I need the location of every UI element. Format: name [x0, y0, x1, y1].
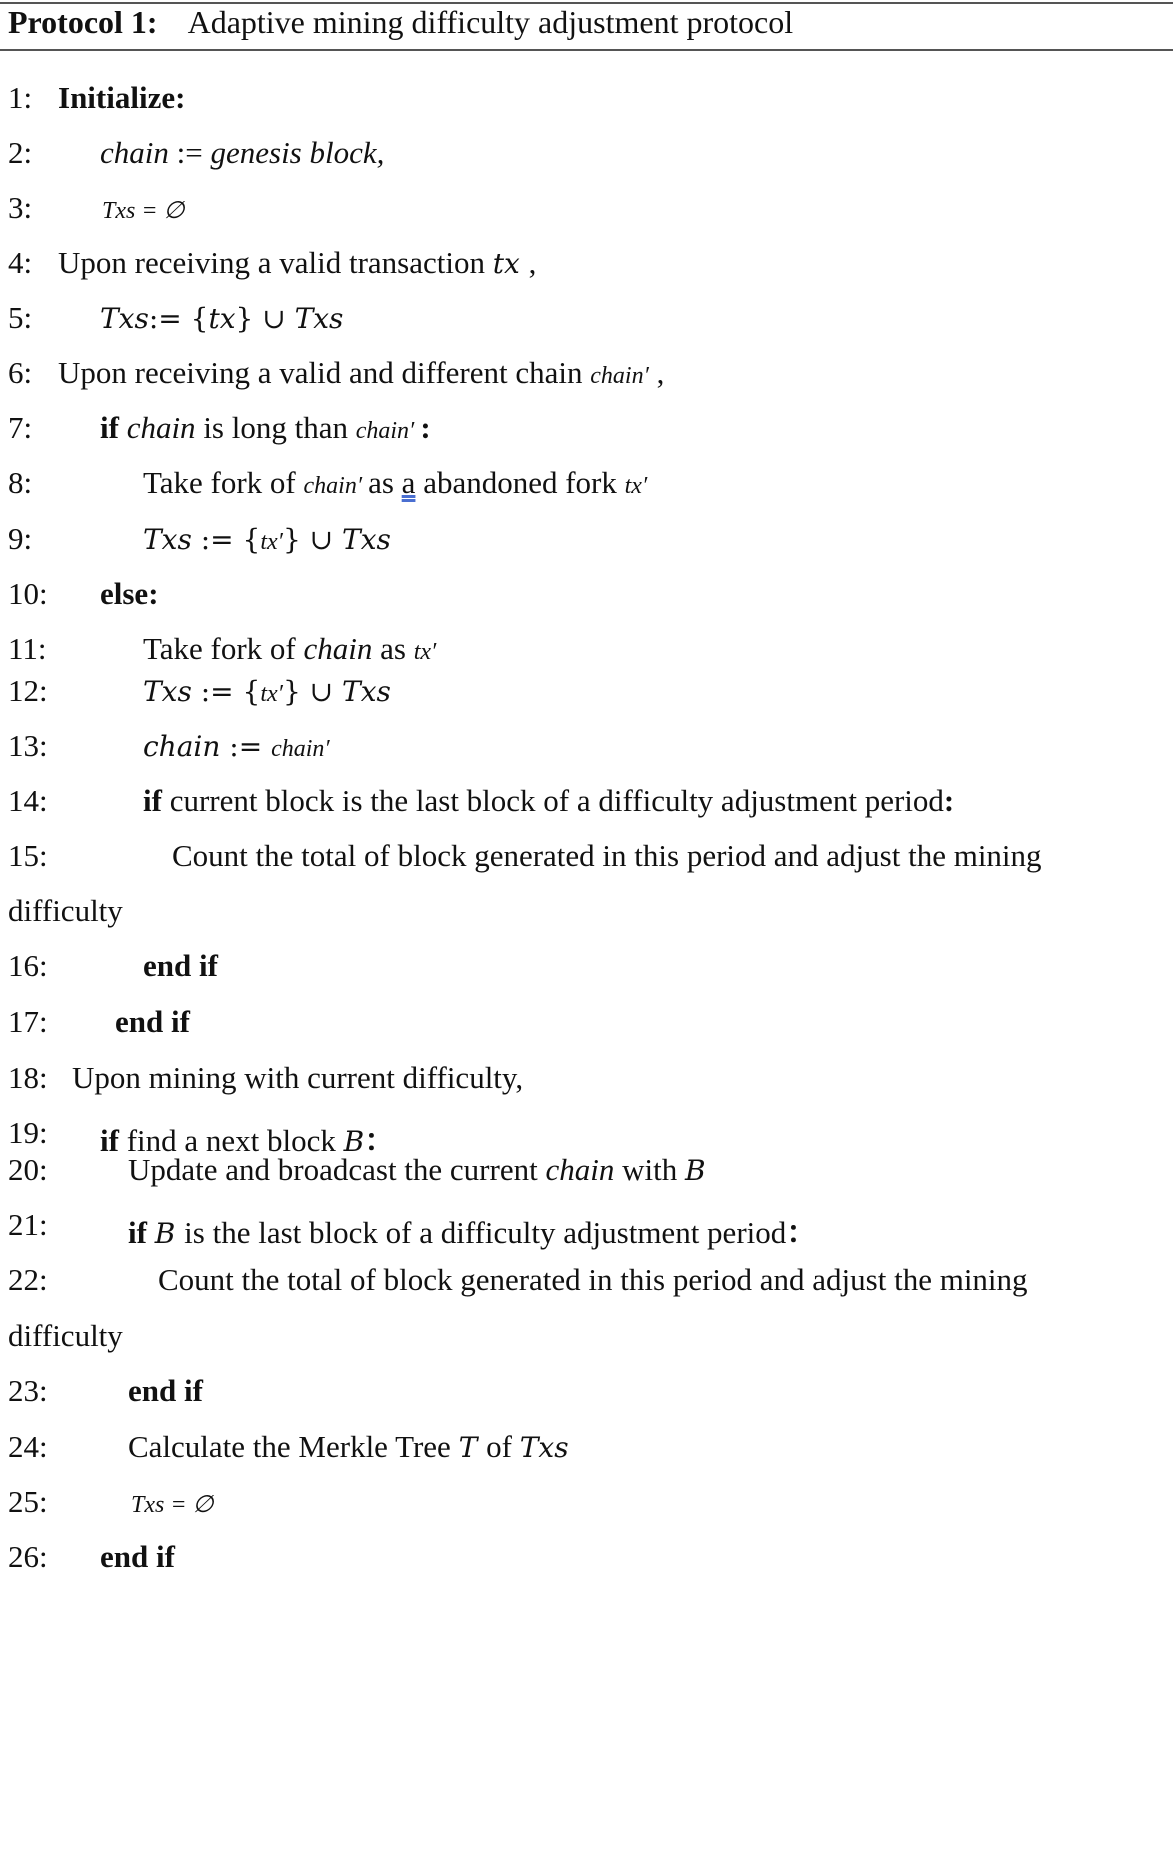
- line-fragment: chain: [100, 135, 169, 170]
- line-text: [58, 245, 536, 281]
- keyword: end if: [100, 1539, 175, 1574]
- math-symbol: Txs = ∅: [102, 198, 185, 224]
- keyword: ：: [786, 1215, 818, 1250]
- line-text: [158, 1262, 1028, 1298]
- line-fragment: difficulty: [8, 893, 123, 928]
- line-fragment: Take fork of: [143, 631, 304, 666]
- math-symbol: B: [343, 1125, 365, 1158]
- line-number: 11:: [8, 631, 47, 666]
- line-fragment: Take fork of: [143, 465, 304, 500]
- line-number: 20:: [8, 1152, 48, 1187]
- math-symbol: := {: [191, 675, 261, 708]
- line-fragment: is the last block of a difficulty adjustment period: [184, 1215, 787, 1250]
- header-rule: [0, 49, 1173, 51]
- line-number: 4:: [8, 245, 33, 280]
- line-text: [128, 1429, 569, 1465]
- line-number: 18:: [8, 1060, 48, 1095]
- keyword: end if: [143, 948, 218, 983]
- keyword: :: [943, 783, 955, 818]
- keyword: if: [100, 410, 127, 445]
- line-fragment: with: [614, 1152, 685, 1187]
- line-number: 19:: [8, 1115, 48, 1150]
- math-symbol: Txs: [143, 523, 192, 556]
- line-number: 16:: [8, 948, 48, 983]
- math-symbol: B: [684, 1154, 706, 1187]
- line-text: [143, 673, 391, 709]
- line-text: [128, 1207, 817, 1252]
- math-symbol: Txs = ∅: [131, 1492, 214, 1518]
- line-number: 3:: [8, 190, 33, 225]
- line-fragment: chain: [303, 631, 373, 666]
- line-text: [128, 1152, 706, 1188]
- math-symbol: tx: [208, 302, 236, 335]
- line-number: 9:: [8, 521, 33, 556]
- math-symbol: Txs: [100, 302, 149, 335]
- line-number: 6:: [8, 355, 33, 390]
- protocol-label: Protocol 1:: [8, 4, 158, 40]
- line-number: 23:: [8, 1373, 48, 1408]
- line-fragment: genesis block,: [210, 135, 385, 170]
- line-number: 12:: [8, 673, 48, 708]
- line-fragment: Upon receiving a valid and different chain: [58, 355, 591, 390]
- line-number: 10:: [8, 576, 48, 611]
- line-fragment: difficulty: [8, 1318, 123, 1353]
- line-number: 14:: [8, 783, 48, 818]
- line-fragment: chain: [545, 1152, 615, 1187]
- keyword: else:: [100, 576, 159, 611]
- line-number: 25:: [8, 1484, 48, 1519]
- line-fragment: ,: [528, 245, 537, 280]
- line-fragment: ,: [648, 355, 665, 390]
- math-symbol: Txs: [342, 675, 391, 708]
- line-text: [143, 631, 436, 667]
- math-symbol: Txs: [519, 1431, 569, 1464]
- line-number: 2:: [8, 135, 33, 170]
- line-text: [100, 135, 384, 171]
- keyword: if: [143, 783, 170, 818]
- line-fragment: Upon receiving a valid transaction: [58, 245, 493, 280]
- math-symbol: := {: [191, 523, 261, 556]
- line-text: [143, 728, 330, 764]
- math-symbol: tx′: [260, 529, 283, 555]
- math-symbol: chain′: [590, 363, 649, 389]
- line-fragment: chain: [126, 410, 196, 445]
- math-symbol: } ∪: [235, 302, 295, 335]
- keyword: ：: [364, 1123, 396, 1158]
- line-text: [8, 1318, 123, 1354]
- line-number: 8:: [8, 465, 33, 500]
- keyword: if: [100, 1123, 127, 1158]
- line-fragment: current block is the last block of a difficulty adjustment period: [169, 783, 944, 818]
- line-fragment: of: [486, 1429, 520, 1464]
- line-fragment: Calculate the Merkle Tree: [128, 1429, 459, 1464]
- math-symbol: Txs: [342, 523, 391, 556]
- math-symbol: } ∪: [282, 523, 343, 556]
- line-fragment: abandoned fork: [415, 465, 625, 500]
- math-symbol: } ∪: [282, 675, 343, 708]
- line-number: 5:: [8, 300, 33, 335]
- keyword: end if: [115, 1004, 190, 1039]
- math-symbol: B: [154, 1217, 185, 1250]
- line-number: 22:: [8, 1262, 48, 1297]
- line-text: [128, 1373, 203, 1409]
- protocol-title: Adaptive mining difficulty adjustment protocol: [187, 4, 794, 40]
- math-symbol: T: [458, 1431, 487, 1464]
- line-text: [143, 465, 647, 501]
- line-number: 17:: [8, 1004, 48, 1039]
- line-fragment: as: [372, 631, 414, 666]
- math-symbol: chain′: [271, 736, 330, 762]
- line-text: [100, 576, 159, 612]
- line-fragment: a: [401, 465, 416, 500]
- line-text: [115, 1004, 190, 1040]
- line-text: [100, 300, 343, 336]
- line-text: [143, 521, 391, 557]
- line-text: [100, 1539, 175, 1575]
- line-text: [72, 1060, 523, 1096]
- line-text: [143, 783, 954, 819]
- line-fragment: Upon mining with current difficulty,: [72, 1060, 524, 1095]
- keyword: end if: [128, 1373, 203, 1408]
- math-symbol: tx: [492, 247, 529, 280]
- line-number: 26:: [8, 1539, 48, 1574]
- line-text: [172, 838, 1042, 874]
- line-text: [102, 190, 184, 226]
- line-text: [58, 80, 185, 116]
- line-fragment: Count the total of block generated in this period and adjust the mining: [158, 1262, 1028, 1297]
- math-symbol: tx′: [260, 681, 283, 707]
- keyword: :: [420, 410, 431, 445]
- protocol-header: [8, 4, 793, 41]
- line-fragment: Count the total of block generated in this period and adjust the mining: [172, 838, 1042, 873]
- math-symbol: tx′: [413, 639, 437, 665]
- line-fragment: :=: [168, 135, 211, 170]
- keyword: if: [128, 1215, 155, 1250]
- line-number: 21:: [8, 1207, 48, 1242]
- line-fragment: as: [368, 465, 402, 500]
- line-text: [131, 1484, 213, 1520]
- keyword: Initialize:: [58, 80, 186, 115]
- math-symbol: :=: [220, 730, 272, 763]
- math-symbol: tx′: [624, 473, 648, 499]
- line-number: 13:: [8, 728, 48, 763]
- math-symbol: Txs: [294, 302, 344, 335]
- math-symbol: chain′: [303, 473, 369, 499]
- line-number: 24:: [8, 1429, 48, 1464]
- math-symbol: chain: [143, 730, 221, 763]
- math-symbol: Txs: [143, 675, 192, 708]
- line-number: 15:: [8, 838, 48, 873]
- line-text: [8, 893, 123, 929]
- line-fragment: Update and broadcast the current: [128, 1152, 546, 1187]
- line-fragment: find a next block: [126, 1123, 344, 1158]
- line-text: [143, 948, 218, 984]
- line-number: 1:: [8, 80, 33, 115]
- math-symbol: chain′: [355, 418, 421, 444]
- line-text: [58, 355, 664, 391]
- line-fragment: is long than: [195, 410, 356, 445]
- line-text: [100, 410, 431, 446]
- math-symbol: := {: [148, 302, 209, 335]
- line-number: 7:: [8, 410, 33, 445]
